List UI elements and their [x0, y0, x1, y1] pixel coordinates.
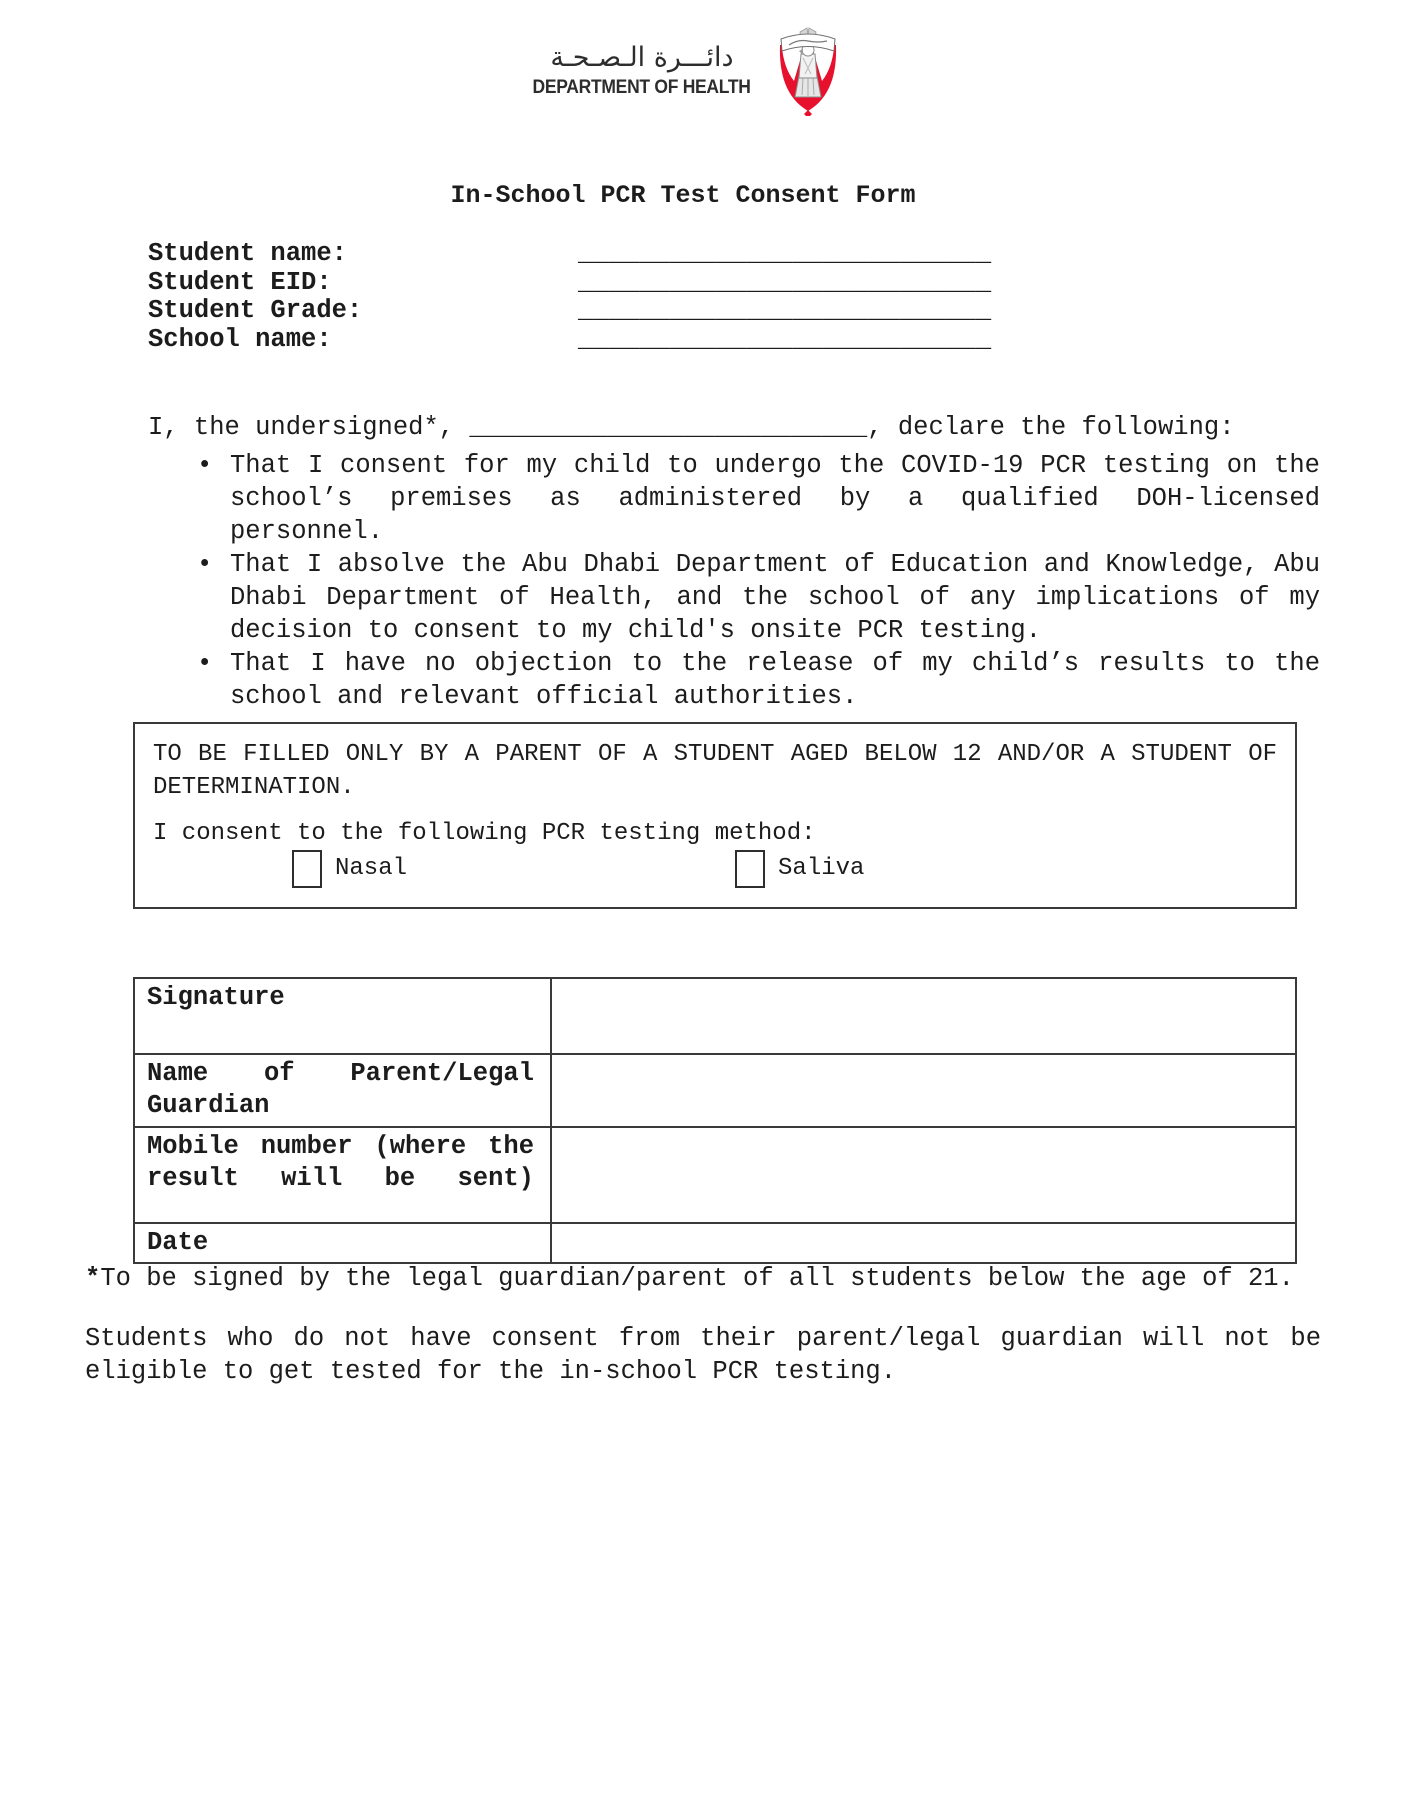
- date-label: Date: [134, 1223, 551, 1263]
- bullet-icon: •: [197, 451, 213, 480]
- list-item: [197, 548, 1320, 647]
- signature-value-cell[interactable]: [551, 978, 1296, 1054]
- option-nasal: [292, 850, 407, 888]
- logo-arabic-title: دائـــرة الـصـحـة: [550, 42, 734, 73]
- mobile-number-label: Mobile number (where the result will be sent): [134, 1127, 551, 1223]
- page-title: In-School PCR Test Consent Form: [450, 181, 916, 210]
- department-of-health-logo: [0, 26, 1366, 116]
- saliva-label: Saliva: [778, 855, 865, 882]
- table-row: [134, 978, 1296, 1054]
- header: [0, 26, 1366, 116]
- student-fields: [148, 240, 991, 354]
- field-student-name: [148, 240, 991, 269]
- student-eid-blank-line[interactable]: ___________________________: [578, 267, 992, 297]
- age-footnote: [85, 1262, 1294, 1295]
- guardian-name-label: Name of Parent/Legal Guardian: [134, 1054, 551, 1127]
- bullet-icon: •: [197, 649, 213, 678]
- bullet-text-consent: That I consent for my child to undergo the COVID-19 PCR testing on the school’s premises as administered by a qualified DOH-licensed personnel.: [230, 451, 1320, 546]
- table-row: [134, 1054, 1296, 1127]
- student-grade-label: Student Grade:: [148, 296, 363, 325]
- student-eid-label: Student EID:: [148, 267, 332, 297]
- table-row: [134, 1127, 1296, 1223]
- guardian-name-value-cell[interactable]: [551, 1054, 1296, 1127]
- declaration-suffix: , declare the following:: [867, 413, 1235, 442]
- field-school-name: [148, 326, 991, 355]
- signature-table: [133, 977, 1297, 1264]
- signature-label: Signature: [134, 978, 551, 1054]
- saliva-checkbox[interactable]: [735, 850, 765, 888]
- logo-english-title: DEPARTMENT OF HEALTH: [532, 77, 752, 98]
- student-name-label: Student name:: [148, 239, 347, 268]
- declaration-prefix: I, the undersigned*,: [148, 413, 470, 442]
- abu-dhabi-emblem-icon: [773, 26, 843, 116]
- closing-note: Students who do not have consent from their parent/legal guardian will not be eligible to get tested for the in-school PCR testing.: [85, 1324, 1321, 1386]
- testing-method-options: [153, 850, 1277, 888]
- option-saliva: [735, 850, 864, 888]
- bullet-text-release: That I have no objection to the release of my child’s results to the school and relevant official authorities.: [230, 649, 1320, 711]
- date-value-cell[interactable]: [551, 1223, 1296, 1263]
- asterisk-marker: *: [85, 1264, 101, 1293]
- field-student-grade: [148, 297, 991, 326]
- nasal-checkbox[interactable]: [292, 850, 322, 888]
- nasal-label: Nasal: [335, 855, 408, 882]
- bullet-text-absolve: That I absolve the Abu Dhabi Department of Education and Knowledge, Abu Dhabi Department of Health, and the school of any implications of my decision to consent to my child's onsite PCR testing.: [230, 550, 1320, 645]
- mobile-number-value-cell[interactable]: [551, 1127, 1296, 1223]
- testing-method-prompt: I consent to the following PCR testing method:: [153, 820, 816, 847]
- student-name-blank-line[interactable]: ___________________________: [578, 239, 992, 268]
- student-grade-blank-line[interactable]: ___________________________: [578, 296, 992, 325]
- testing-method-heading: TO BE FILLED ONLY BY A PARENT OF A STUDENT AGED BELOW 12 AND/OR A STUDENT OF DETERMINATION.: [153, 741, 1277, 801]
- list-item: [197, 647, 1320, 713]
- school-name-label: School name:: [148, 324, 332, 354]
- age-footnote-text: To be signed by the legal guardian/parent of all students below the age of 21.: [100, 1264, 1294, 1293]
- table-row: [134, 1223, 1296, 1263]
- testing-method-box: [133, 722, 1297, 909]
- logo-text: [523, 43, 760, 99]
- declaration-line: [148, 411, 1235, 444]
- declaration-bullet-list: [197, 449, 1320, 713]
- bullet-icon: •: [197, 550, 213, 579]
- school-name-blank-line[interactable]: ___________________________: [578, 324, 992, 354]
- undersigned-name-blank-line[interactable]: __________________________: [469, 413, 868, 442]
- list-item: [197, 449, 1320, 548]
- field-student-eid: [148, 269, 991, 298]
